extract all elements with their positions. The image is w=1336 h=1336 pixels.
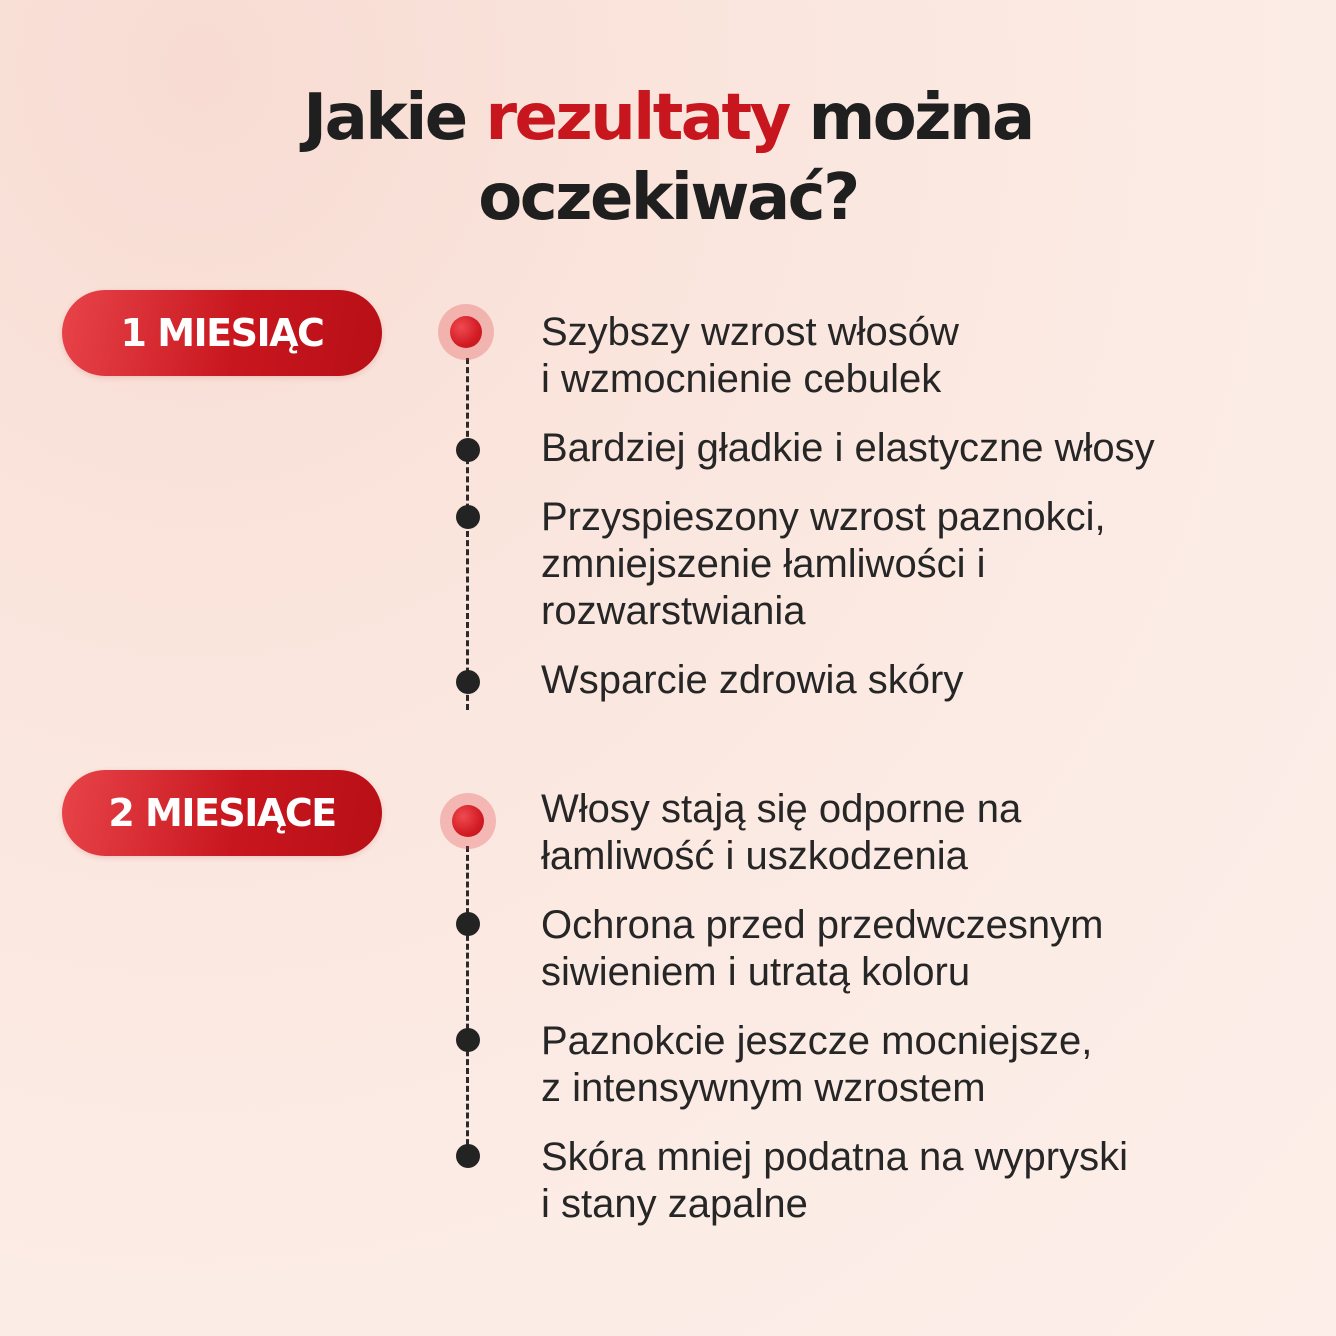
timeline-line-1 xyxy=(466,358,469,710)
timeline-bullet xyxy=(456,505,480,529)
timeline-marker-1-month xyxy=(438,304,494,360)
result-item: Wsparcie zdrowia skóry xyxy=(541,658,964,702)
result-item: Skóra mniej podatna na wypryski i stany zapalne xyxy=(541,1135,1128,1226)
result-item: Szybszy wzrost włosów i wzmocnienie cebulek xyxy=(541,310,959,401)
title-line-2: oczekiwać? xyxy=(478,161,858,235)
result-item: Paznokcie jeszcze mocniejsze, z intensywnym wzrostem xyxy=(541,1019,1093,1110)
result-item: Przyspieszony wzrost paznokci, zmniejszenie łamliwości i rozwarstwiania xyxy=(541,495,1106,633)
result-item: Bardziej gładkie i elastyczne włosy xyxy=(541,426,1155,470)
result-item: Włosy stają się odporne na łamliwość i uszkodzenia xyxy=(541,787,1022,878)
timeline-bullet xyxy=(456,1144,480,1168)
title-accent: rezultaty xyxy=(485,81,789,155)
page-title xyxy=(0,78,1336,238)
period-badge-1-month: 1 MIESIĄC xyxy=(62,290,382,376)
period-badge-2-months: 2 MIESIĄCE xyxy=(62,770,382,856)
timeline-line-2 xyxy=(466,846,469,1154)
timeline-marker-2-months xyxy=(440,793,496,849)
title-part-2: można xyxy=(788,81,1033,155)
timeline-bullet xyxy=(456,912,480,936)
timeline-bullet xyxy=(456,438,480,462)
timeline-bullet xyxy=(456,1028,480,1052)
timeline-bullet xyxy=(456,670,480,694)
title-part-1: Jakie xyxy=(303,81,486,155)
result-item: Ochrona przed przedwczesnym siwieniem i utratą koloru xyxy=(541,903,1104,994)
